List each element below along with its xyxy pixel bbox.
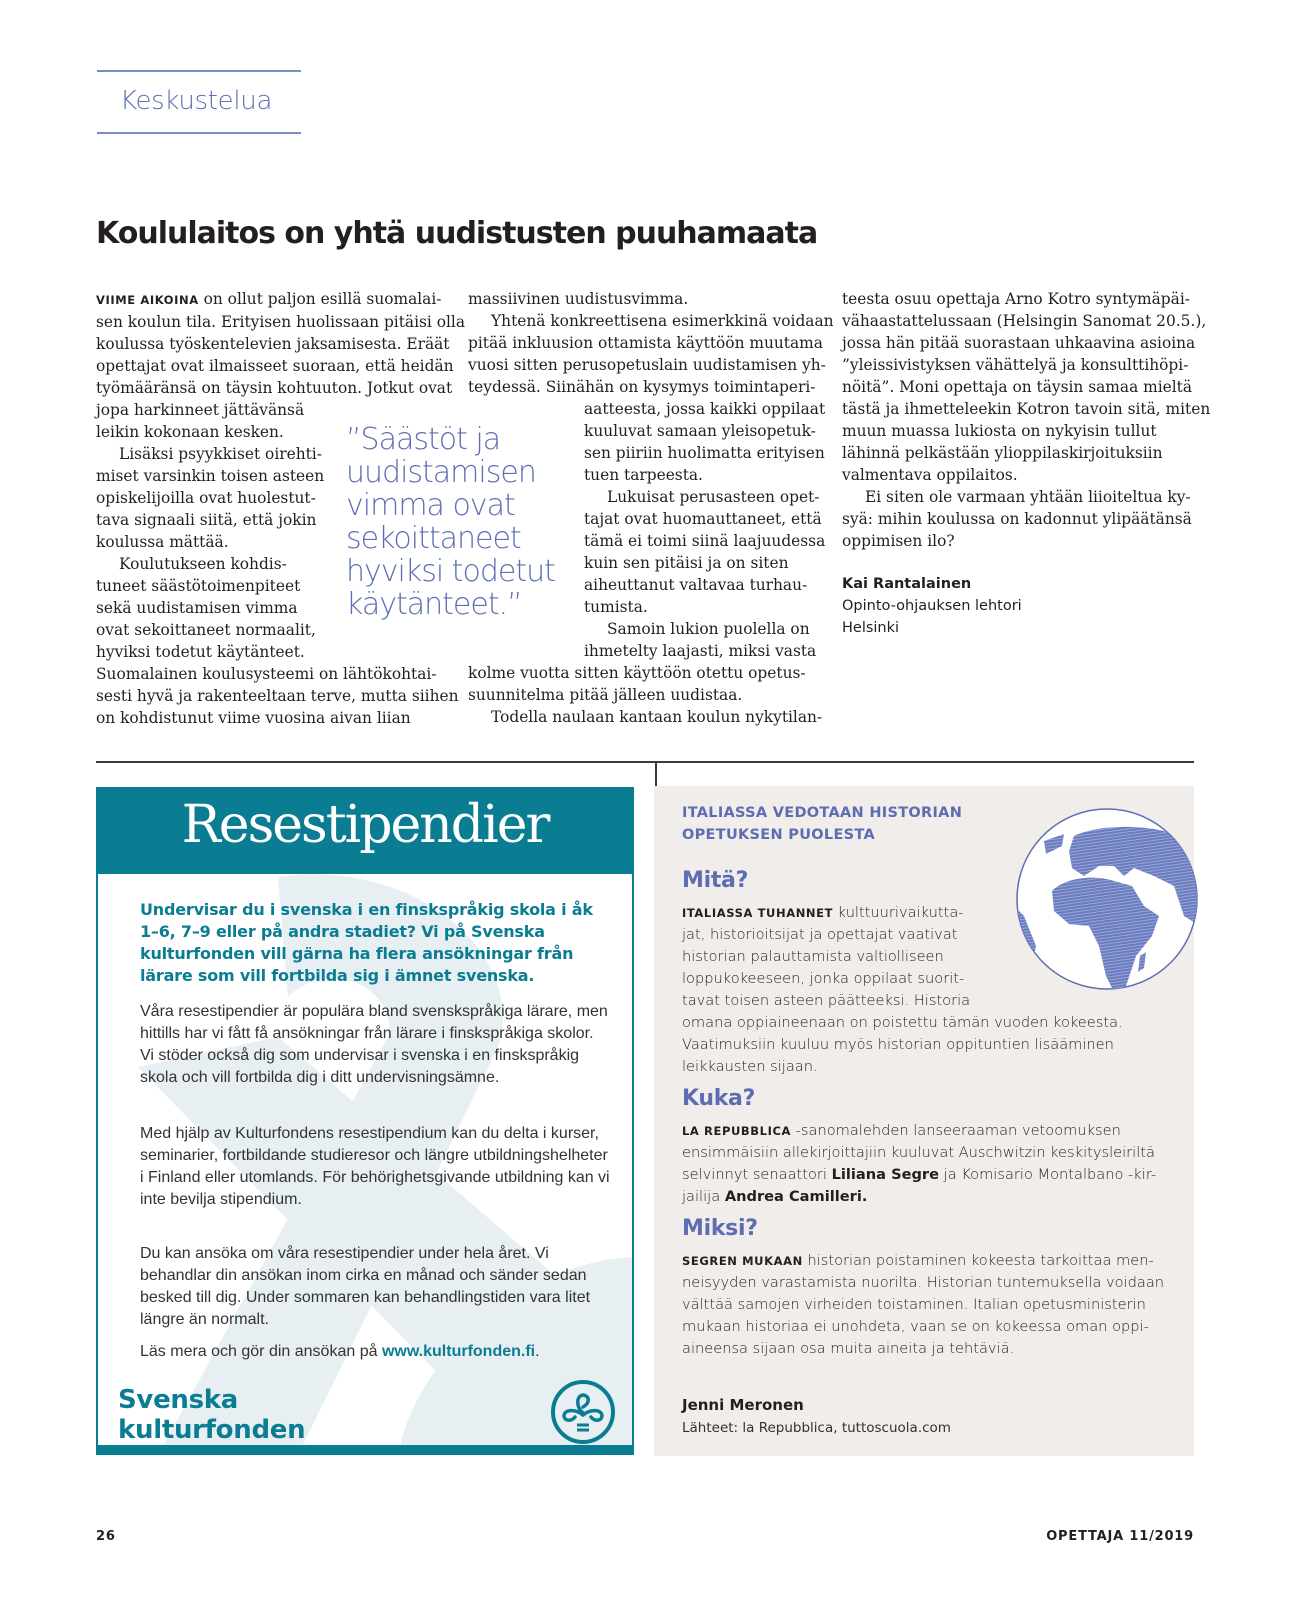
section-rule-bottom [97, 132, 301, 134]
article-line: sekä uudistamisen vimma [96, 599, 298, 617]
article-line: vuosi sitten perusopetuslain uudistamisen yh- [468, 356, 826, 374]
article-line: Lisäksi psyykkiset oirehti- [119, 445, 322, 463]
paragraph-lead: ITALIASSA TUHANNET [682, 906, 834, 920]
ad-header [98, 787, 632, 874]
article-line: opiskelijoilla ovat huolestut- [96, 489, 316, 507]
ad-footer-bar [98, 1445, 632, 1453]
article-line: lähinnä pelkästään ylioppilaskirjoituksiin [842, 444, 1163, 462]
article-line: valmentava oppilaitos. [842, 466, 1018, 484]
ad-cta-suffix: . [535, 1343, 540, 1360]
ad-website-link[interactable]: www.kulturfonden.fi [381, 1343, 536, 1360]
article-line: ”yleissivistyksen vähättelyä ja konsulttihöpi- [842, 356, 1189, 374]
article-line: pitää inkluusion ottamista käyttöön muutama [468, 334, 823, 352]
pull-quote: ”Säästöt ja uudistamisen vimma ovat sekoittaneet hyviksi todetut käytänteet.” [346, 422, 555, 622]
article-line: kuin sen pitäisi ja on siten [584, 554, 789, 572]
paragraph-what: ITALIASSA TUHANNET kulttuurivaikutta- jat, historioitsijat ja opettajat vaativat historian palauttamista valtiolliseen loppukokeeseen, jonka oppilaat suorit- tavat toisen asteen päätteeksi. Historia omana oppiaineenaan on poistettu tämän vuoden kokeesta. Vaatimuksiin kuuluu myös historian oppituntien lisääminen leikkausten sijaan. [682, 902, 1123, 1078]
author-name: Kai Rantalainen [842, 576, 972, 592]
paragraph-line: ensimmäisiin allekirjoittajiin kuuluvat Auschwitzin keskitysleiriltä [682, 1144, 1155, 1161]
horizontal-divider [96, 761, 1194, 763]
article-line: Lukuisat perusasteen opet- [607, 488, 820, 506]
heading-why: Miksi? [682, 1216, 758, 1241]
paragraph-line: mukaan historiaa ei unohdeta, vaan se on kokeessa oman oppi- [682, 1318, 1149, 1335]
author-title: Opinto-ohjauksen lehtori [842, 598, 1022, 614]
article-line: massiivinen uudistusvimma. [468, 290, 689, 308]
article-line: leikin kokonaan kesken. [96, 423, 284, 441]
paragraph-line: neisyyden varastamista nuorilta. Historian tuntemuksella voidaan [682, 1274, 1165, 1291]
ad-paragraph: Våra resestipendier är populära bland svenskspråkiga lärare, men hittills har vi fått få ansökningar från lärare i finskspråkiga skolor. Vi stöder också dig som undervisar i svenska i en finskspråkig skola och vill fortbilda dig i ditt undervisningsämne. [140, 1003, 608, 1086]
article-line: jopa harkinneet jättävänsä [96, 401, 305, 419]
article-line: VIIME AIKOINA on ollut paljon esillä suomalai- [96, 290, 442, 308]
article-line: työmääränsä on täysin kohtuuton. Jotkut ovat [96, 379, 453, 397]
article-column-3 [842, 288, 1211, 639]
article-line: hyviksi todetut käytänteet. [96, 643, 305, 661]
article-line: tämä ei toimi siinä laajuudessa [584, 532, 826, 550]
article-line: aiheuttanut valtavaa turhau- [584, 576, 808, 594]
article-line: tuneet säästötoimenpiteet [96, 577, 301, 595]
ad-intro: Undervisar du i svenska i en finskspråkig skola i åk 1–6, 7–9 eller på andra stadiet? Vi på Svenska kulturfonden vill gärna ha flera ansökningar från lärare som vill fortbilda sig i ämnet svenska. [140, 900, 593, 985]
article-line: kuuluvat samaan yleisopetuk- [584, 422, 816, 440]
paragraph-why: SEGREN MUKAAN historian poistaminen kokeesta tarkoittaa men- neisyyden varastamista nuorilta. Historian tuntemuksella voidaan välttää samojen virheiden toistaminen. Italian opetusministerin mukaan historiaa ei unohdeta, vaan se on kokeessa oman oppi- aineensa sijaan osa muita aineita ja tehtäviä. [682, 1250, 1164, 1360]
sidebar-sources: Lähteet: la Repubblica, tuttoscuola.com [682, 1420, 951, 1436]
ad-brand-line: kulturfonden [118, 1415, 306, 1445]
author-city: Helsinki [842, 620, 900, 636]
spacer [842, 552, 1202, 573]
advertisement-kulturfonden [96, 787, 634, 1455]
article-line: jossa hän pitää suorastaan uhkaavina asioina [842, 334, 1196, 352]
paragraph-who: LA REPUBBLICA -sanomalehden lanseeraaman vetoomuksen ensimmäisiin allekirjoittajiin kuuluvat Auschwitzin keskitysleiriltä selvinnyt senaattori Liliana Segre ja Komisario Montalbano -kir- jailija Andrea Camilleri. [682, 1122, 1157, 1205]
sidebar-kicker: ITALIASSA VEDOTAAN HISTORIAN OPETUKSEN PUOLESTA [682, 805, 963, 843]
paragraph-line: Vaatimuksiin kuuluu myös historian oppituntien lisääminen [682, 1036, 1114, 1053]
article-line: Koulutukseen kohdis- [119, 555, 287, 573]
ad-cta-text: Läs mera och gör din ansökan på [140, 1343, 382, 1360]
article-line: oppimisen ilo? [842, 532, 955, 550]
article-line: teydessä. Siinähän on kysymys toimintaperi- [468, 378, 816, 396]
article-column-2 [468, 288, 834, 728]
article-line: Samoin lukion puolella on [607, 620, 810, 638]
article-line: kolme vuotta sitten käyttöön otettu opetus- [468, 664, 806, 682]
paragraph-line: jat, historioitsijat ja opettajat vaativat [682, 926, 958, 943]
paragraph-line: aineensa sijaan osa muita aineita ja tehtäviä. [682, 1340, 1015, 1357]
paragraph-line: tavat toisen asteen päätteeksi. Historia [682, 992, 971, 1009]
section-label: Keskustelua [120, 86, 273, 116]
article-line: tumista. [584, 598, 648, 616]
paragraph-line: omana oppiaineenaan on poistettu tämän vuoden kokeesta. [682, 1014, 1123, 1031]
paragraph-line: välttää samojen virheiden toistaminen. Italian opetusministerin [682, 1296, 1146, 1313]
heading-who: Kuka? [682, 1086, 756, 1111]
article-line: Suomalainen koulusysteemi on lähtökohtai- [96, 665, 437, 683]
article-line: Ei siten ole varmaan yhtään liioiteltua ky- [865, 488, 1191, 506]
ad-title: Resestipendier [181, 795, 549, 855]
paragraph-line: historian palauttamista valtiolliseen [682, 948, 944, 965]
paragraph-line: leikkausten sijaan. [682, 1058, 818, 1075]
publication-issue: OPETTAJA 11/2019 [1046, 1529, 1194, 1544]
page-number: 26 [96, 1529, 116, 1544]
sidebar-box [654, 786, 1194, 1456]
article-line: sesti hyvä ja rakenteeltaan terve, mutta siihen [96, 687, 459, 705]
article-line: miset varsinkin toisen asteen [96, 467, 325, 485]
article-line: sen piiriin huolimatta erityisen [584, 444, 825, 462]
article-line: vähaastattelussaan (Helsingin Sanomat 20.5.), [842, 312, 1207, 330]
ad-paragraph: Med hjälp av Kulturfondens resestipendium kan du delta i kurser, seminarier, fortbildande studieresor och längre utbildningshelheter i Finland eller utomlands. För behörighetsgivande utbildning kan vi inte bevilja stipendium. [140, 1125, 610, 1208]
article-line: aatteesta, jossa kaikki oppilaat [584, 400, 826, 418]
article-line: opettajat ovat ilmaisseet suoraan, että heidän [96, 357, 454, 375]
article-line: tajat ovat huomauttaneet, että [584, 510, 822, 528]
paragraph-line: loppukokeeseen, jonka oppilaat suorit- [682, 970, 965, 987]
article-line: syä: mihin koulussa on kadonnut ylipäätänsä [842, 510, 1192, 528]
article-headline: Koululaitos on yhtä uudistusten puuhamaata [96, 216, 818, 251]
ad-brand-line: Svenska [118, 1385, 239, 1415]
kulturfonden-logo-icon [550, 1379, 616, 1445]
article-line: ihmetelty laajasti, miksi vasta [584, 642, 817, 660]
article-line: sen koulun tila. Erityisen huolissaan pitäisi olla [96, 313, 466, 331]
article-line: nöitä”. Moni opettaja on täysin samaa mieltä [842, 378, 1193, 396]
person-name: Liliana Segre [831, 1166, 940, 1183]
paragraph-lead: SEGREN MUKAAN [682, 1254, 803, 1268]
paragraph-lead: LA REPUBBLICA [682, 1124, 791, 1138]
article-line: koulussa työskentelevien jaksamisesta. Eräät [96, 335, 450, 353]
article-line: muun muassa lukiosta on nykyisin tullut [842, 422, 1157, 440]
article-lead-in: VIIME AIKOINA [96, 293, 199, 307]
sidebar-author: Jenni Meronen [682, 1396, 804, 1414]
ad-paragraph: Du kan ansöka om våra resestipendier under hela året. Vi behandlar din ansökan inom cirka en månad och sänder sedan besked till dig. Under sommaren kan behandlingstiden vara litet längre än normalt. [140, 1245, 591, 1328]
heading-what: Mitä? [682, 868, 749, 893]
article-line: Todella naulaan kantaan koulun nykytilan- [491, 708, 823, 726]
article-line: on kohdistunut viime vuosina aivan liian [96, 709, 411, 727]
article-line: tuen tarpeesta. [584, 466, 703, 484]
ad-brand-name [118, 1385, 305, 1445]
article-line: ovat sekoittaneet normaalit, [96, 621, 316, 639]
article-line: tästä ja ihmetteleekin Kotron tavoin sitä, miten [842, 400, 1211, 418]
person-name: Andrea Camilleri. [724, 1188, 868, 1205]
article-line: tava signaali siitä, että jokin [96, 511, 317, 529]
ad-cta [140, 1341, 610, 1363]
article-line: koulussa mättää. [96, 533, 229, 551]
article-line: suunnitelma pitää jälleen uudistaa. [468, 686, 743, 704]
article-line: teesta osuu opettaja Arno Kotro syntymäpäi- [842, 290, 1190, 308]
section-rule-top [97, 70, 301, 72]
article-line: Yhtenä konkreettisena esimerkkinä voidaan [491, 312, 834, 330]
